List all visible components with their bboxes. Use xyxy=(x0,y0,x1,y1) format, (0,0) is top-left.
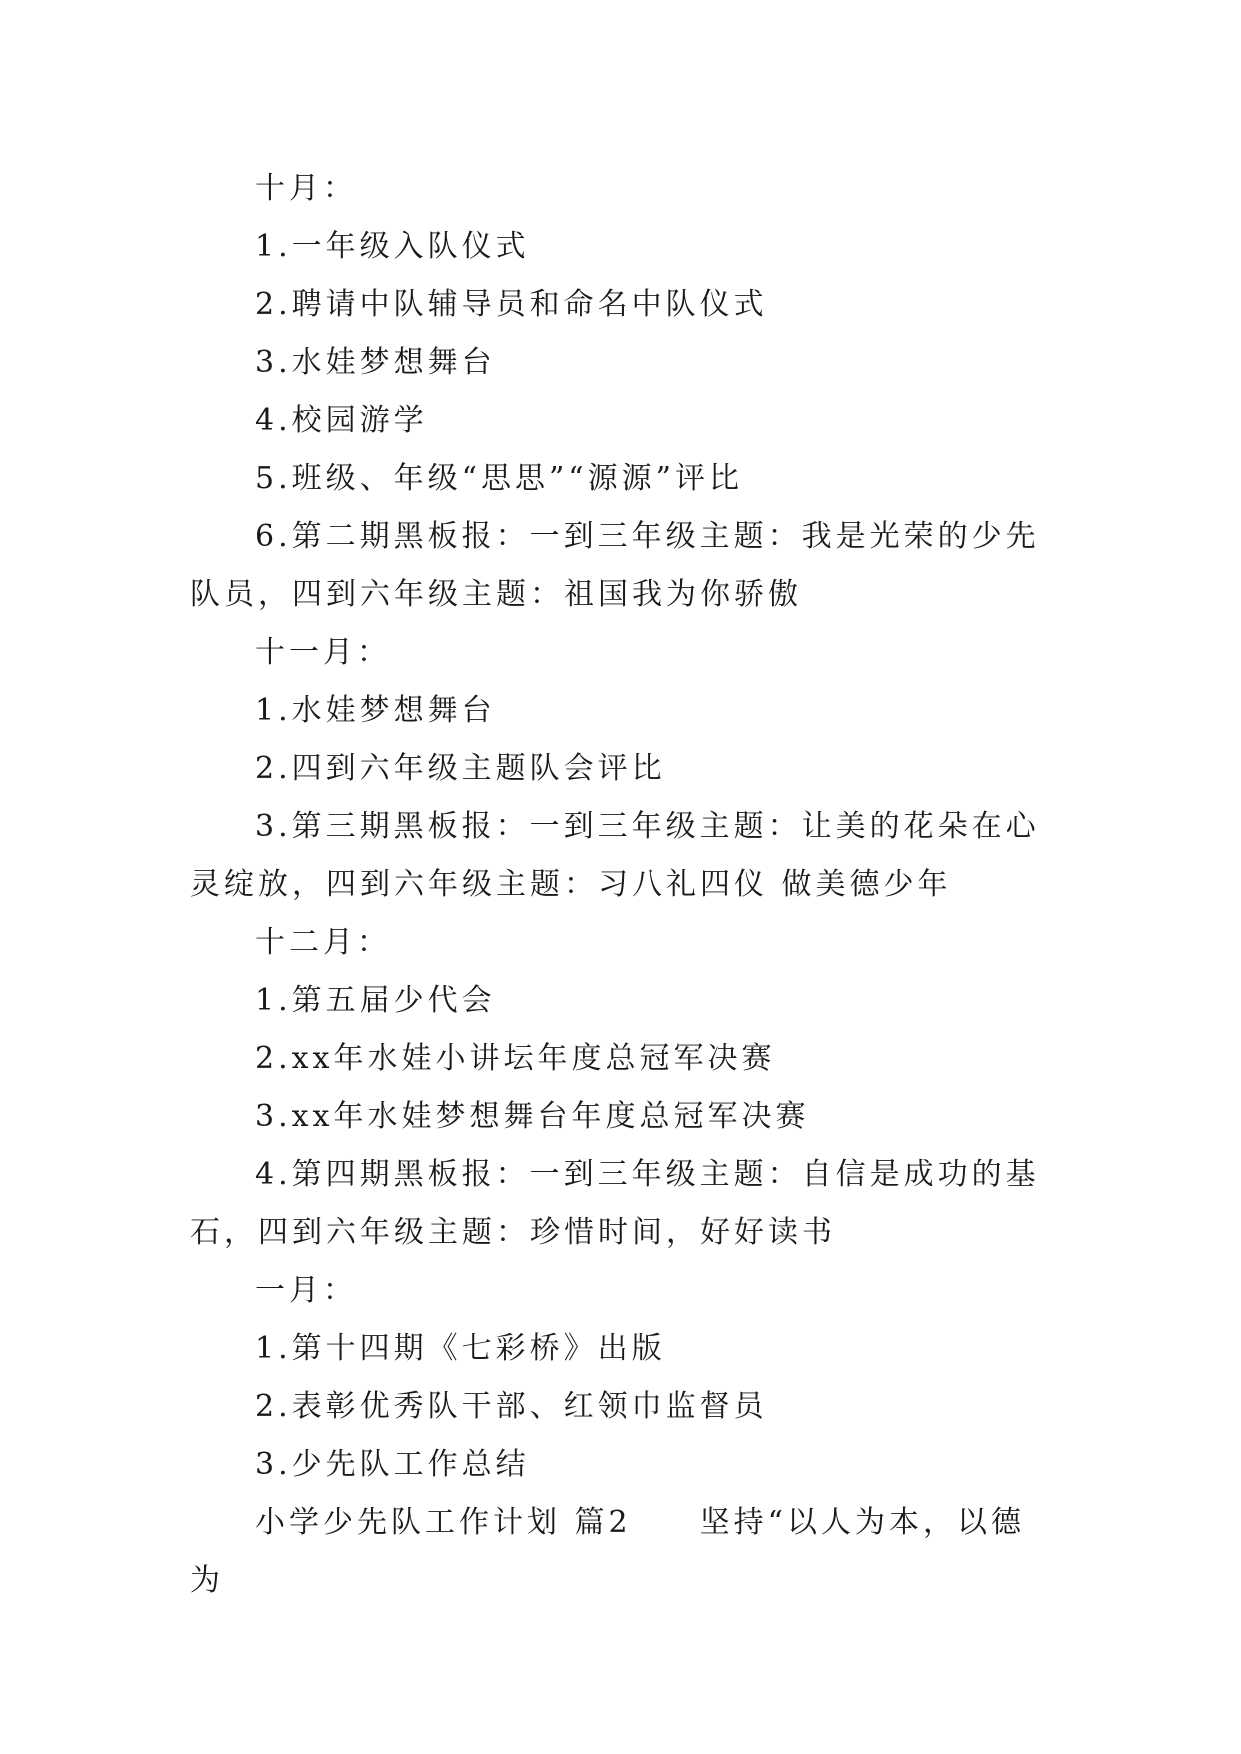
paragraph-section-heading: 小学少先队工作计划 篇2 坚持“以人为本，以德为 xyxy=(190,1505,1025,1598)
paragraph-month-october: 十月： xyxy=(255,171,357,206)
paragraph-item: 3.水娃梦想舞台 xyxy=(255,345,496,380)
paragraph-item: 2.xx年水娃小讲坛年度总冠军决赛 xyxy=(255,1041,776,1076)
paragraph-item: 2.聘请中队辅导员和命名中队仪式 xyxy=(255,287,768,322)
paragraph-month-december: 十二月： xyxy=(255,925,391,960)
paragraph-item: 2.表彰优秀队干部、红领巾监督员 xyxy=(255,1389,768,1424)
paragraph-item: 2.四到六年级主题队会评比 xyxy=(255,751,666,786)
paragraph-item: 1.一年级入队仪式 xyxy=(255,229,530,264)
document-body xyxy=(190,160,1050,1610)
paragraph-month-november: 十一月： xyxy=(255,635,391,670)
paragraph-item: 3.少先队工作总结 xyxy=(255,1447,530,1482)
paragraph-item: 6.第二期黑板报：一到三年级主题：我是光荣的少先队员，四到六年级主题：祖国我为你骄傲 xyxy=(190,519,1040,612)
paragraph-item: 3.xx年水娃梦想舞台年度总冠军决赛 xyxy=(255,1099,810,1134)
paragraph-item: 4.校园游学 xyxy=(255,403,428,438)
paragraph-month-january: 一月： xyxy=(255,1273,357,1308)
paragraph-item: 1.水娃梦想舞台 xyxy=(255,693,496,728)
paragraph-item: 5.班级、年级“思思”“源源”评比 xyxy=(255,461,743,496)
paragraph-item: 3.第三期黑板报：一到三年级主题：让美的花朵在心灵绽放，四到六年级主题：习八礼四仪 做美德少年 xyxy=(190,809,1040,902)
paragraph-item: 1.第五届少代会 xyxy=(255,983,496,1018)
paragraph-item: 1.第十四期《七彩桥》出版 xyxy=(255,1331,666,1366)
paragraph-item: 4.第四期黑板报：一到三年级主题：自信是成功的基石，四到六年级主题：珍惜时间，好好读书 xyxy=(190,1157,1040,1250)
